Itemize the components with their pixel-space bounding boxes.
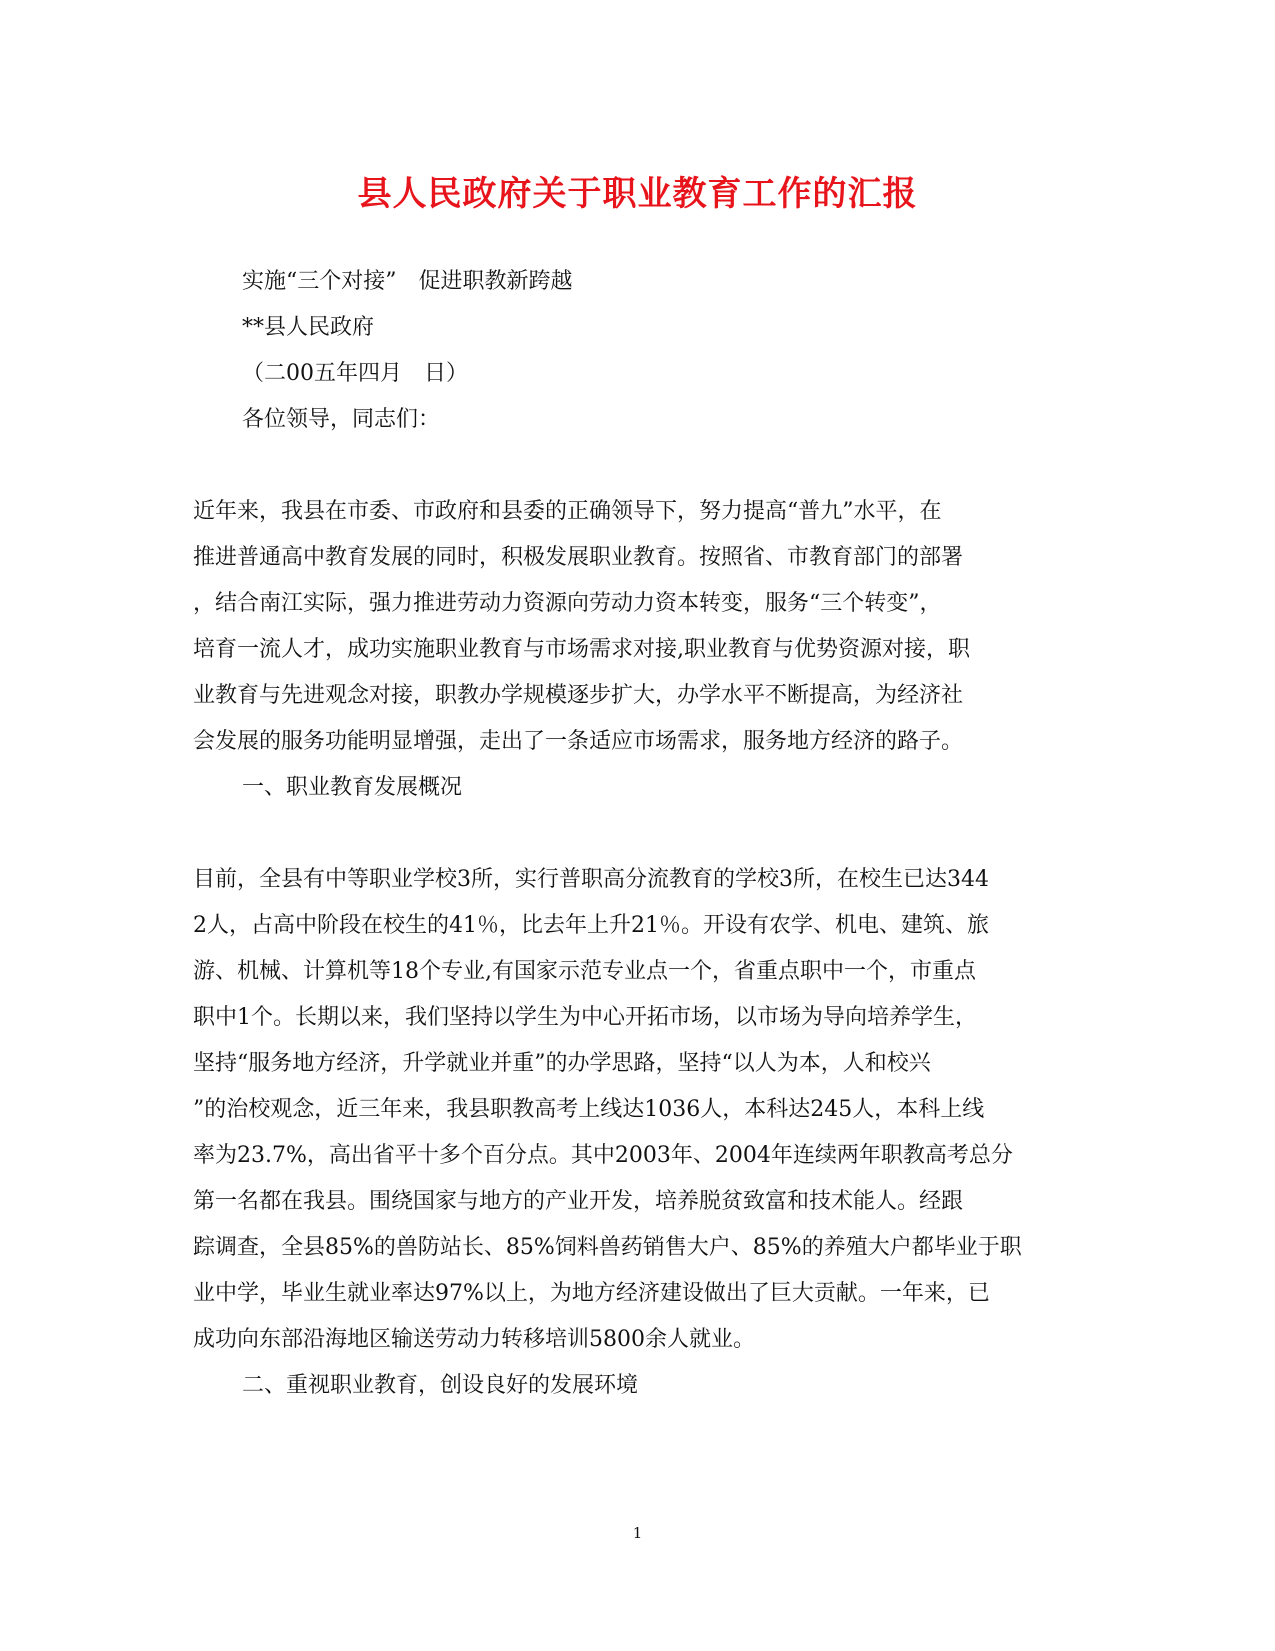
paragraph-line: 推进普通高中教育发展的同时，积极发展职业教育。按照省、市教育部门的部署 <box>193 545 964 570</box>
paragraph-line: 近年来，我县在市委、市政府和县委的正确领导下，努力提高“普九”水平，在 <box>193 499 942 524</box>
paragraph-line: 职中1个。长期以来，我们坚持以学生为中心开拓市场，以市场为导向培养学生， <box>193 1005 977 1030</box>
paragraph-line: 目前，全县有中等职业学校3所，实行普职高分流教育的学校3所，在校生已达344 <box>193 867 989 892</box>
paragraph-line: 业中学，毕业生就业率达97%以上，为地方经济建设做出了巨大贡献。一年来，已 <box>193 1281 990 1306</box>
subtitle-line: 实施“三个对接” 促进职教新跨越 <box>242 269 573 294</box>
paragraph-line: 第一名都在我县。围绕国家与地方的产业开发，培养脱贫致富和技术能人。经跟 <box>193 1189 964 1214</box>
paragraph-line: 踪调查，全县85%的兽防站长、85%饲料兽药销售大户、85%的养殖大户都毕业于职 <box>193 1235 1022 1260</box>
paragraph-line: 2人，占高中阶段在校生的41％，比去年上升21％。开设有农学、机电、建筑、旅 <box>193 913 989 938</box>
paragraph-line: 业教育与先进观念对接，职教办学规模逐步扩大，办学水平不断提高，为经济社 <box>193 683 964 708</box>
paragraph-line: 会发展的服务功能明显增强，走出了一条适应市场需求，服务地方经济的路子。 <box>193 729 964 754</box>
section-heading-1: 一、职业教育发展概况 <box>242 775 463 800</box>
paragraph-line: 坚持“服务地方经济，升学就业并重”的办学思路，坚持“以人为本，人和校兴 <box>193 1051 931 1076</box>
paragraph-line: 培育一流人才，成功实施职业教育与市场需求对接,职业教育与优势资源对接，职 <box>193 637 970 662</box>
section-heading-2: 二、重视职业教育，创设良好的发展环境 <box>242 1373 639 1398</box>
document-title: 县人民政府关于职业教育工作的汇报 <box>357 174 918 214</box>
paragraph-line: 率为23.7%，高出省平十多个百分点。其中2003年、2004年连续两年职教高考总分 <box>193 1143 1013 1168</box>
page-number: 1 <box>632 1524 643 1542</box>
paragraph-line: 游、机械、计算机等18个专业,有国家示范专业点一个，省重点职中一个，市重点 <box>193 959 976 984</box>
paragraph-line: ”的治校观念，近三年来，我县职教高考上线达1036人，本科达245人，本科上线 <box>193 1097 985 1122</box>
paragraph-line: ，结合南江实际，强力推进劳动力资源向劳动力资本转变，服务“三个转变”， <box>193 591 942 616</box>
date-line: （二00五年四月 日） <box>242 361 468 386</box>
issuer-line: **县人民政府 <box>242 315 375 340</box>
salutation-line: 各位领导，同志们： <box>242 407 441 432</box>
paragraph-line: 成功向东部沿海地区输送劳动力转移培训5800余人就业。 <box>193 1327 755 1352</box>
